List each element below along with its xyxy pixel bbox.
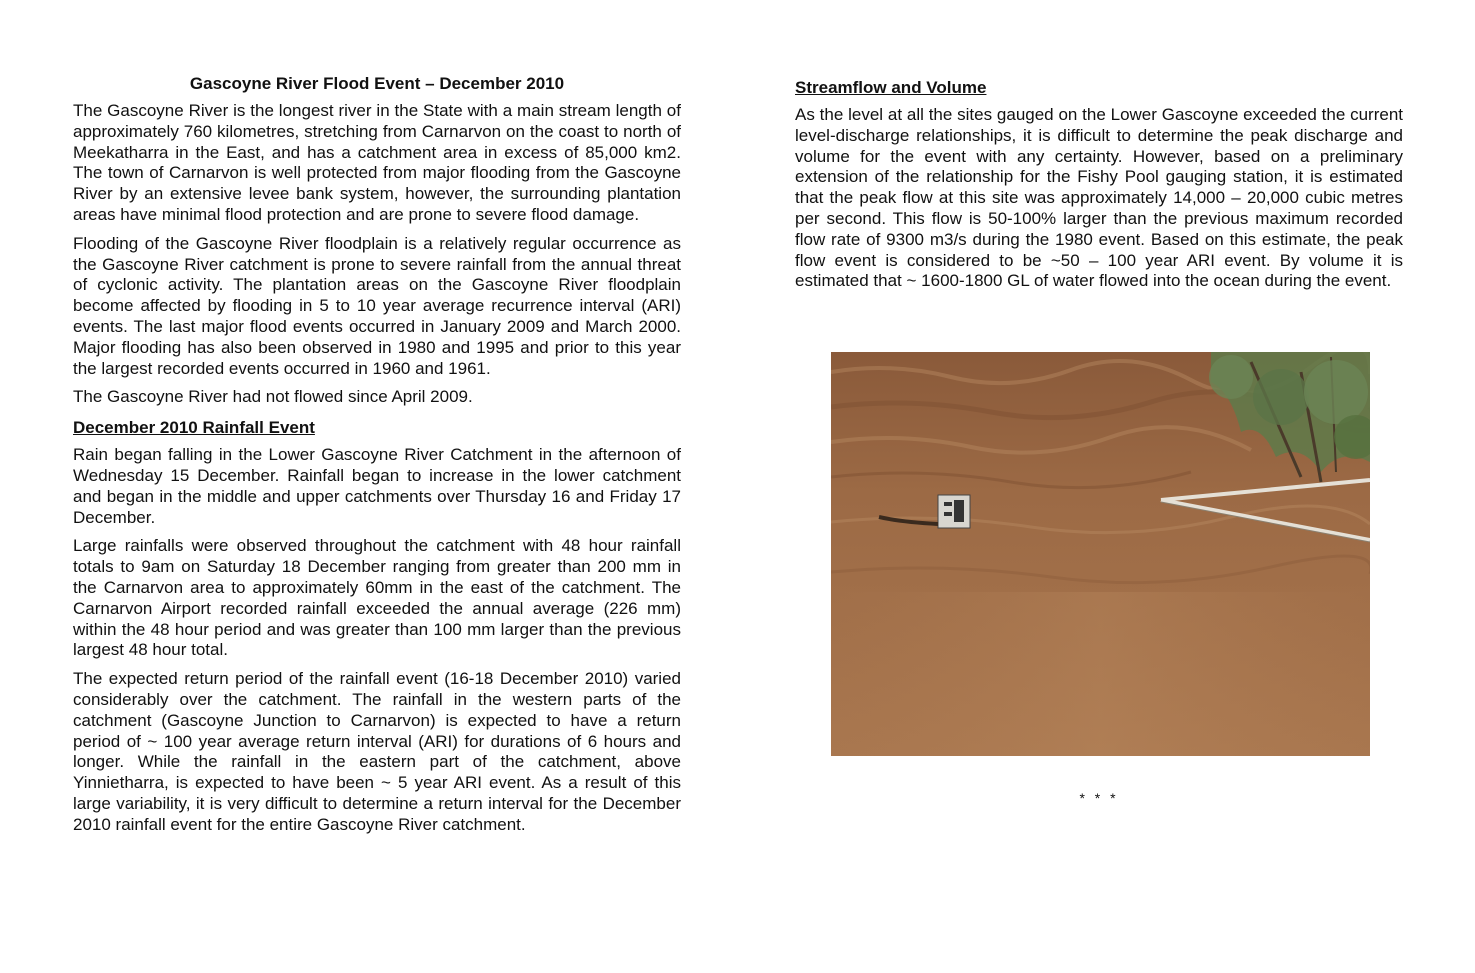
flooding-history-paragraph: Flooding of the Gascoyne River floodplain is a relatively regular occurrence as the Gascoyne River catchment is prone to severe rainfall from the annual threat of cyclonic activity. The plantation areas on the Gascoyne River floodplain become affected by flooding in 5 to 10 year average recurrence interval (ARI) events. The last major flood events occurred in January 2009 and March 2000. Major flooding has also been observed in 1980 and 1995 and prior to this year the largest recorded events occurred in 1960 and 1961. — [73, 233, 681, 378]
flood-photo — [831, 352, 1370, 756]
return-period-paragraph: The expected return period of the rainfall event (16-18 December 2010) varied considerably over the catchment. The rainfall in the western parts of the catchment (Gascoyne Junction to Carnarvon) is expected to have a return period of ~ 100 year average return interval (ARI) for durations of 6 hours and longer. While the rainfall in the eastern part of the catchment, above Yinnietharra, is expected to have been ~ 5 year ARI event. As a result of this large variability, it is very difficult to determine a return interval for the December 2010 rainfall event for the entire Gascoyne River catchment. — [73, 669, 681, 834]
streamflow-paragraph: As the level at all the sites gauged on the Lower Gascoyne exceeded the current level-discharge relationships, it is difficult to determine the peak discharge and volume for the event with any certainty. However, based on a preliminary extension of the relationship for the Fishy Pool gauging station, it is estimated that the peak flow at this site was approximately 14,000 – 20,000 cubic metres per second. This flow is 50-100% larger than the previous maximum recorded flow rate of 9300 m3/s during the 1980 event. Based on this estimate, the peak flow event is considered to be ~50 – 100 year ARI event. By volume it is estimated that ~ 1600-1800 GL of water flowed into the ocean during the event. — [795, 105, 1403, 291]
left-column — [73, 72, 681, 844]
closing-mark: * * * — [1079, 790, 1119, 806]
rainfall-section-heading: December 2010 Rainfall Event — [73, 418, 315, 438]
last-flow-paragraph: The Gascoyne River had not flowed since April 2009. — [73, 387, 473, 407]
right-column — [795, 72, 1403, 300]
page-title: Gascoyne River Flood Event – December 2010 — [189, 74, 565, 93]
rainfall-totals-paragraph: Large rainfalls were observed throughout the catchment with 48 hour rainfall totals to 9am on Saturday 18 December ranging from greater than 200 mm in the Carnarvon area to approximately 60mm in the east of the catchment. The Carnarvon Airport recorded rainfall exceeded the annual average (226 mm) within the 48 hour period and was greater than 100 mm larger than the previous largest 48 hour total. — [73, 536, 681, 660]
intro-paragraph: The Gascoyne River is the longest river in the State with a main stream length of approximately 760 kilometres, stretching from Carnarvon on the coast to north of Meekatharra in the East, and has a catchment area in excess of 85,000 km2. The town of Carnarvon is well protected from major flooding from the Gascoyne River by an extensive levee bank system, however, the surrounding plantation areas have minimal flood protection and are prone to severe flood damage. — [73, 101, 681, 224]
streamflow-section-heading: Streamflow and Volume — [795, 78, 987, 97]
rainfall-onset-paragraph: Rain began falling in the Lower Gascoyne River Catchment in the afternoon of Wednesday 15 December. Rainfall began to increase in the lower catchment and began in the middle and upper catchments over Thursday 16 and Friday 17 December. — [73, 445, 681, 527]
